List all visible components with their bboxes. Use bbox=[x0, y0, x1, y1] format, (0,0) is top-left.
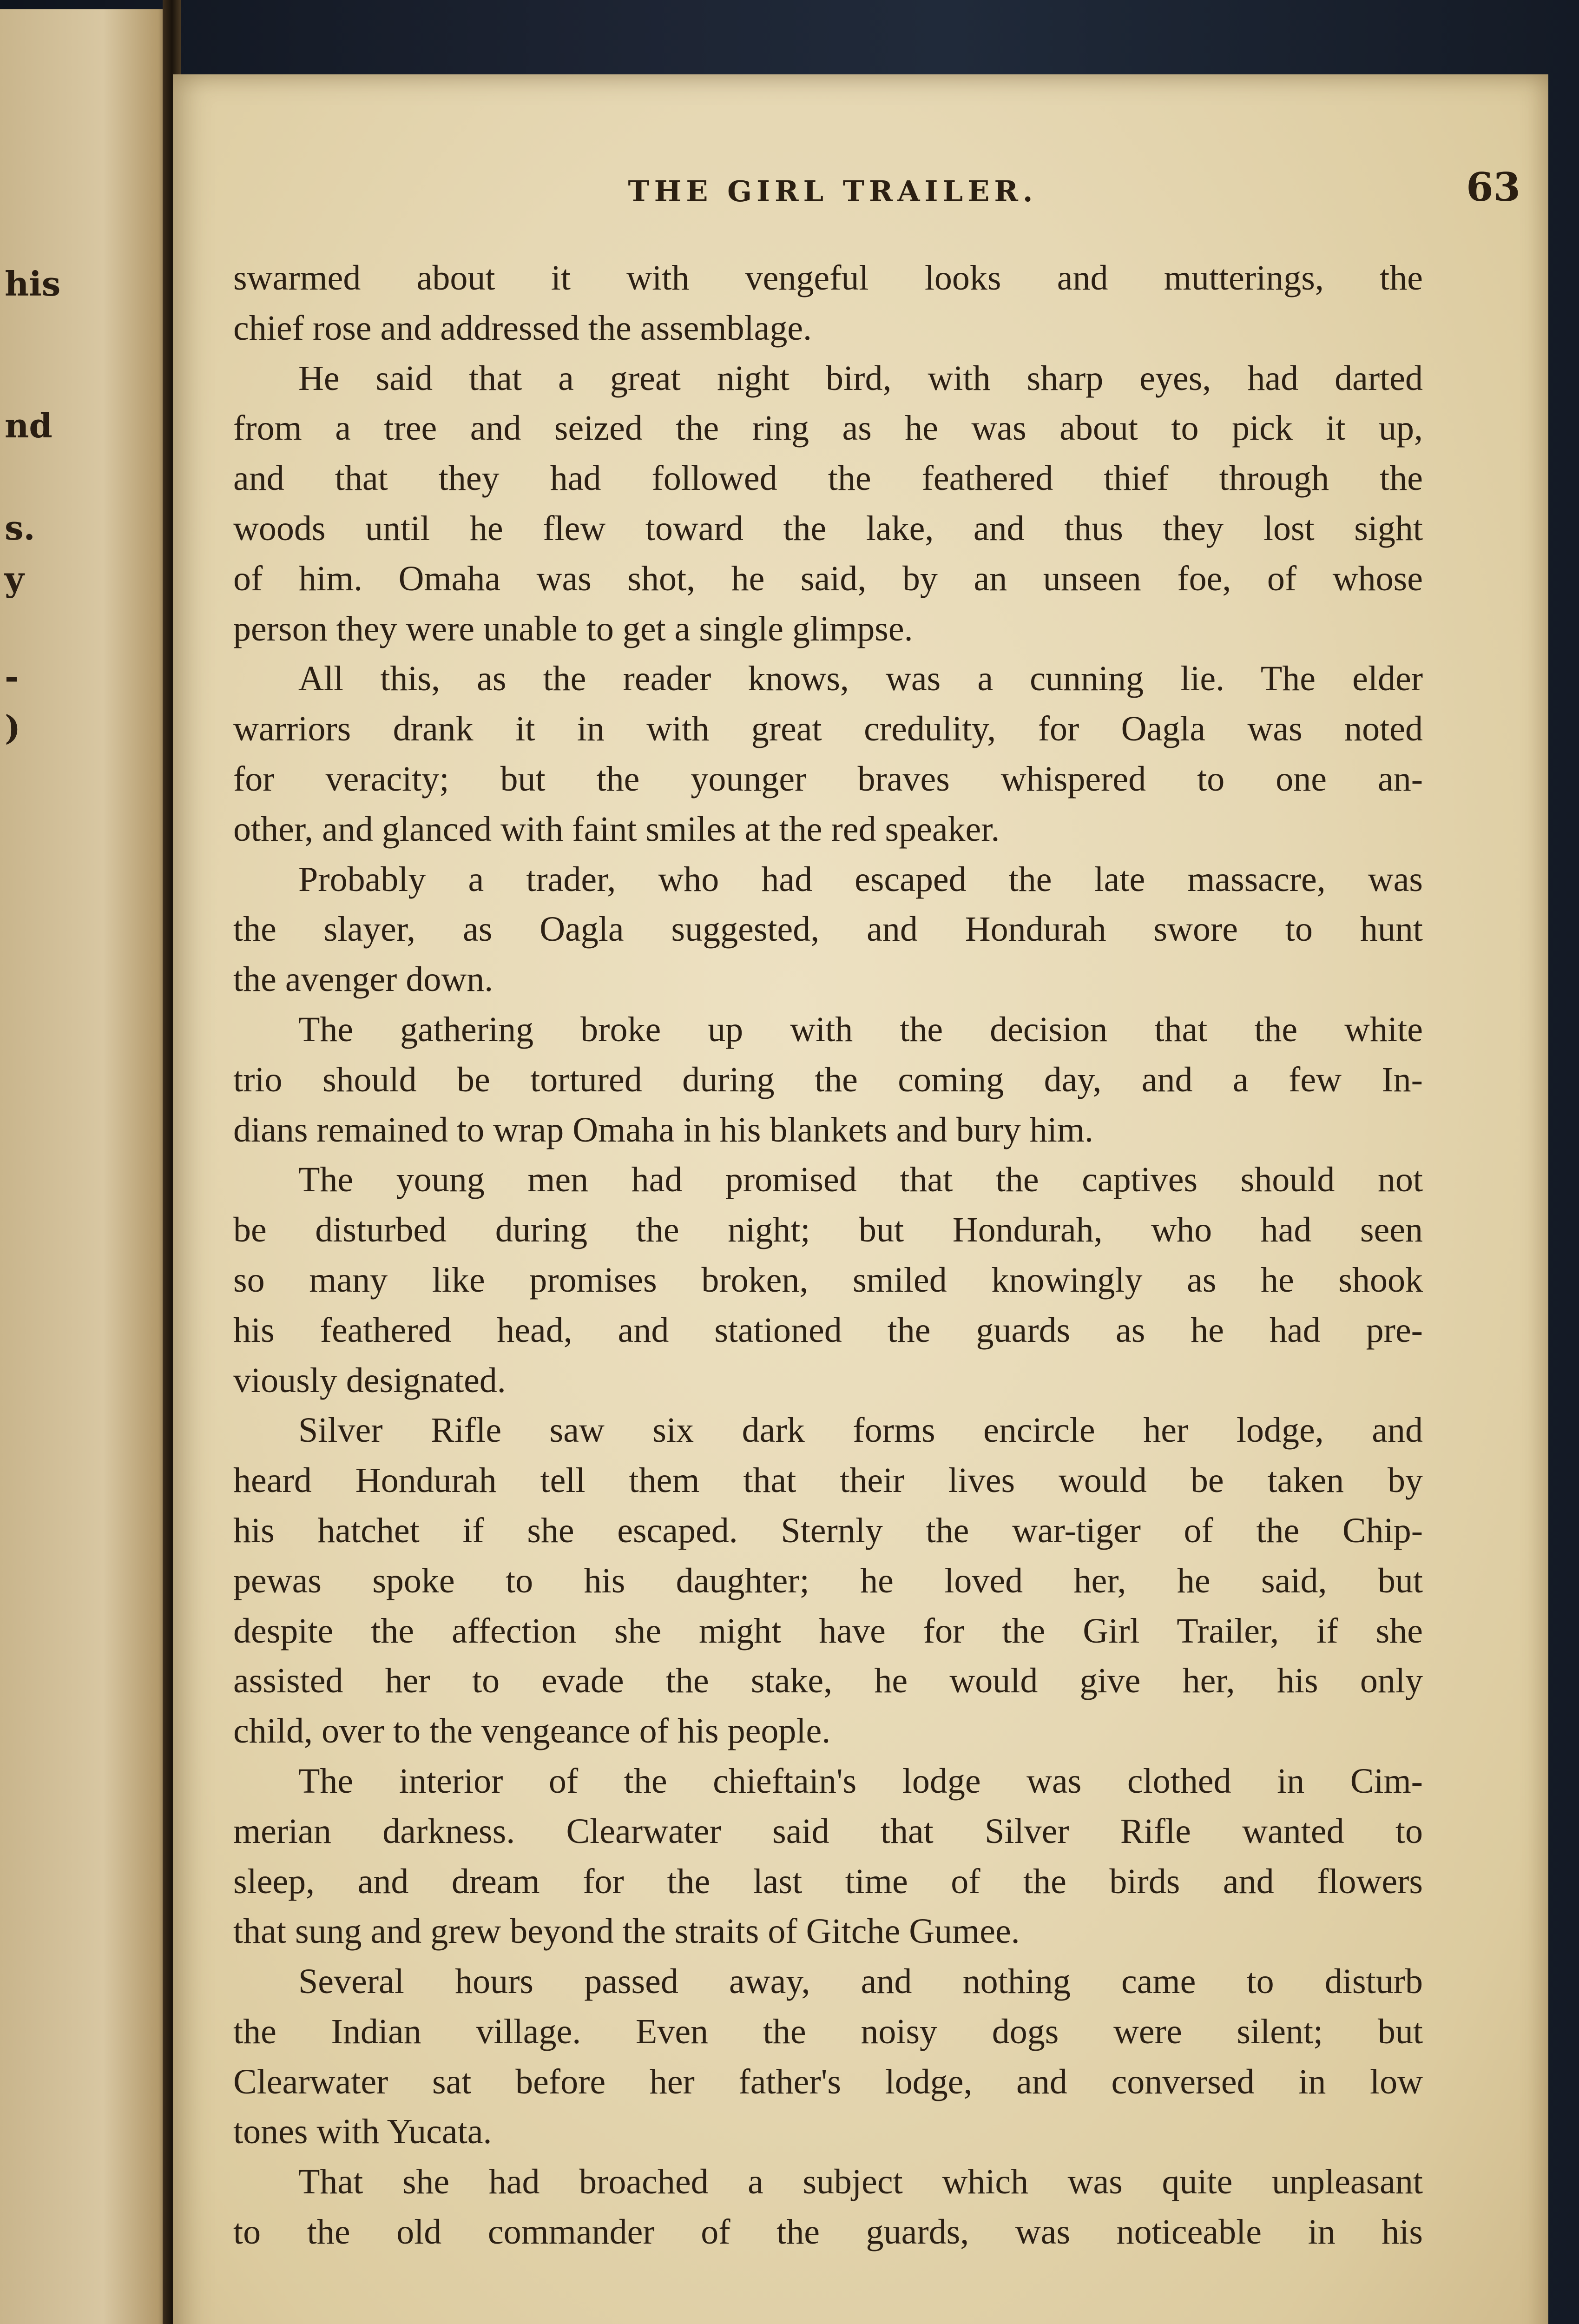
text-line: dians remained to wrap Omaha in his blankets and bury him. bbox=[233, 1110, 1094, 1149]
text-line: All this, as the reader knows, was a cunning lie. The elder bbox=[298, 659, 1423, 699]
page-number: 63 bbox=[1466, 164, 1520, 210]
left-page-edge bbox=[0, 9, 172, 2324]
text-line: swarmed about it with vengeful looks and mutterings, the bbox=[233, 258, 1423, 297]
text-line: assisted her to evade the stake, he would give her, his only bbox=[233, 1661, 1423, 1701]
left-fragment: his bbox=[5, 264, 61, 304]
text-line: viously designated. bbox=[233, 1360, 506, 1400]
text-line: Clearwater sat before her father's lodge, and conversed in low bbox=[233, 2062, 1423, 2101]
text-line: chief rose and addressed the assemblage. bbox=[233, 308, 812, 348]
text-line: to the old commander of the guards, was noticeable in his bbox=[233, 2212, 1423, 2252]
running-title: THE GIRL TRAILER. bbox=[628, 174, 1038, 208]
text-line: Probably a trader, who had escaped the late massacre, was bbox=[298, 859, 1423, 899]
text-line: The interior of the chieftain's lodge was clothed in Cim- bbox=[298, 1761, 1423, 1801]
text-line: and that they had followed the feathered thief through the bbox=[233, 459, 1423, 498]
text-line: of him. Omaha was shot, he said, by an unseen foe, of whose bbox=[233, 559, 1423, 598]
text-line: for veracity; but the younger braves whispered to one an- bbox=[233, 759, 1423, 799]
text-line: so many like promises broken, smiled knowingly as he shook bbox=[233, 1260, 1423, 1300]
text-line: tones with Yucata. bbox=[233, 2112, 492, 2152]
text-line: warriors drank it in with great credulity, for Oagla was noted bbox=[233, 709, 1423, 749]
text-line: be disturbed during the night; but Hondurah, who had seen bbox=[233, 1210, 1423, 1250]
text-line: pewas spoke to his daughter; he loved her, he said, but bbox=[233, 1561, 1423, 1600]
text-line: merian darkness. Clearwater said that Silver Rifle wanted to bbox=[233, 1811, 1423, 1851]
running-head bbox=[173, 164, 1548, 230]
left-page-text-fragments bbox=[0, 9, 172, 2324]
left-fragment: s. bbox=[5, 508, 35, 548]
body-text bbox=[233, 253, 1423, 2258]
book-page bbox=[173, 74, 1548, 2324]
text-line: despite the affection she might have for the Girl Trailer, if she bbox=[233, 1611, 1423, 1651]
text-line: The gathering broke up with the decision that the white bbox=[298, 1010, 1423, 1049]
left-fragment: ) bbox=[5, 708, 21, 747]
text-line: the avenger down. bbox=[233, 960, 493, 999]
text-line: The young men had promised that the captives should not bbox=[298, 1160, 1423, 1200]
text-line: his hatchet if she escaped. Sternly the war-tiger of the Chip- bbox=[233, 1511, 1423, 1550]
text-line: that sung and grew beyond the straits of Gitche Gumee. bbox=[233, 1912, 1020, 1951]
text-line: child, over to the vengeance of his people. bbox=[233, 1711, 831, 1751]
text-line: heard Hondurah tell them that their lives would be taken by bbox=[233, 1461, 1423, 1500]
text-line: He said that a great night bird, with sharp eyes, had darted bbox=[298, 358, 1423, 398]
text-line: Several hours passed away, and nothing came to disturb bbox=[298, 1962, 1423, 2001]
text-line: the Indian village. Even the noisy dogs were silent; but bbox=[233, 2012, 1423, 2051]
text-line: person they were unable to get a single glimpse. bbox=[233, 609, 913, 648]
text-line: from a tree and seized the ring as he was about to pick it up, bbox=[233, 409, 1423, 448]
text-line: woods until he flew toward the lake, and thus they lost sight bbox=[233, 508, 1423, 548]
left-fragment: y bbox=[5, 559, 24, 599]
text-line: Silver Rifle saw six dark forms encircle her lodge, and bbox=[298, 1411, 1423, 1450]
left-fragment: - bbox=[5, 657, 19, 696]
text-line: other, and glanced with faint smiles at the red speaker. bbox=[233, 809, 1000, 849]
text-line: That she had broached a subject which was quite unpleasant bbox=[298, 2162, 1423, 2202]
text-line: the slayer, as Oagla suggested, and Hondurah swore to hunt bbox=[233, 910, 1423, 949]
text-line: his feathered head, and stationed the guards as he had pre- bbox=[233, 1310, 1423, 1350]
text-line: sleep, and dream for the last time of the birds and flowers bbox=[233, 1862, 1423, 1901]
left-fragment: nd bbox=[5, 406, 53, 445]
text-line: trio should be tortured during the coming day, and a few In- bbox=[233, 1060, 1423, 1099]
